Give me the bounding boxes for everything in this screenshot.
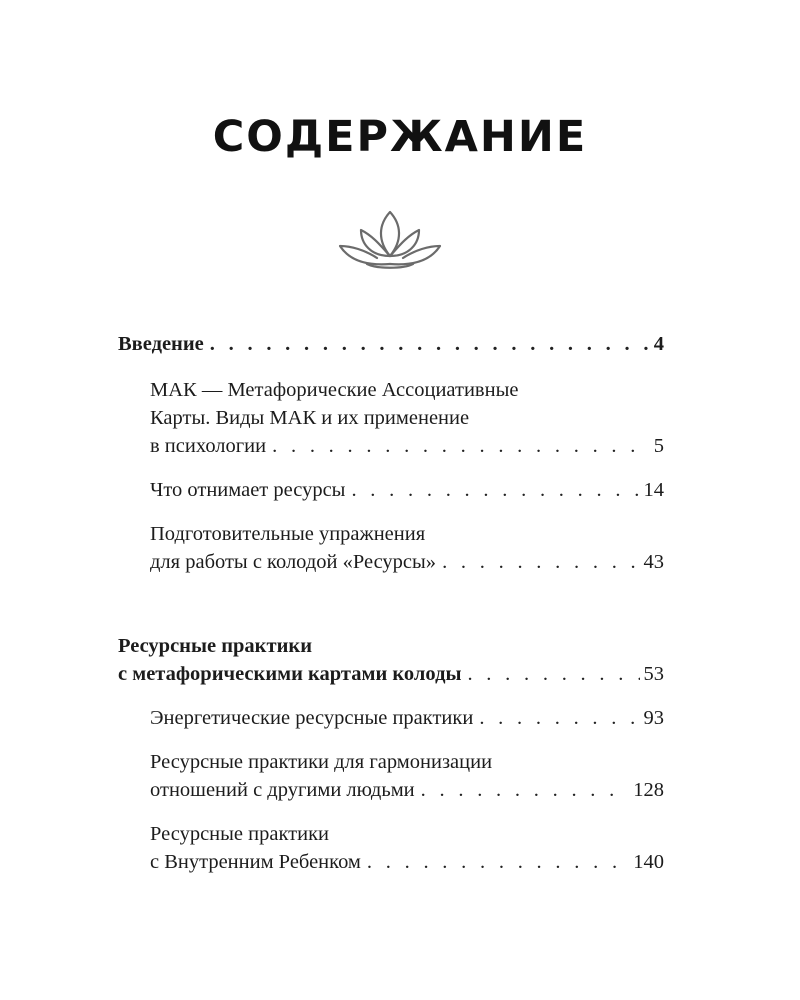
toc-page-number: 43 — [643, 551, 664, 573]
toc-page-number: 14 — [643, 479, 664, 501]
toc-entry-title-line: Ресурсные практики для гармонизации — [150, 751, 493, 773]
toc-entry-title: в психологии — [150, 435, 267, 457]
toc-entry-harmony[interactable] — [118, 748, 664, 804]
dot-leader — [351, 476, 639, 504]
toc-page-number: 140 — [633, 851, 664, 873]
toc-entry-title: с метафорическими картами колоды — [118, 663, 462, 685]
dot-leader — [467, 660, 639, 688]
toc-entry-title: Что отнимает ресурсы — [150, 479, 346, 501]
toc-page-number: 53 — [643, 663, 664, 685]
toc-entry-title-line: Подготовительные упражнения — [150, 523, 426, 545]
lotus-icon — [337, 206, 443, 272]
toc-entry-mak[interactable] — [118, 376, 664, 460]
toc-entry-practices[interactable] — [118, 632, 664, 688]
toc-entry-title-line: Ресурсные практики — [118, 635, 312, 657]
toc-entry-title: Энергетические ресурсные практики — [150, 707, 474, 729]
toc-entry-inner-child[interactable] — [118, 820, 664, 876]
toc-entry-energy[interactable] — [118, 704, 664, 732]
toc-entry-title-line: МАК — Метафорические Ассоциативные — [150, 379, 519, 401]
toc-entry-title: отношений с другими людьми — [150, 779, 415, 801]
toc-page-number: 4 — [653, 333, 664, 355]
dot-leader — [272, 432, 650, 460]
dot-leader — [210, 330, 650, 358]
dot-leader — [479, 704, 639, 732]
toc-entry-prep[interactable] — [118, 520, 664, 576]
dot-leader — [367, 848, 629, 876]
toc-entry-title-line: Ресурсные практики — [150, 823, 330, 845]
toc-page-number: 5 — [653, 435, 664, 457]
toc-entry-title-line: Карты. Виды МАК и их применение — [150, 407, 470, 429]
dot-leader — [442, 548, 639, 576]
toc-entry-title: с Внутренним Ребенком — [150, 851, 361, 873]
toc-entry-intro[interactable] — [118, 330, 664, 358]
toc-page-number: 128 — [633, 779, 664, 801]
dot-leader — [421, 776, 630, 804]
toc-entry-drains[interactable] — [118, 476, 664, 504]
toc-page-number: 93 — [643, 707, 664, 729]
toc-entry-title: для работы с колодой «Ресурсы» — [150, 551, 437, 573]
toc-entry-title: Введение — [118, 333, 204, 355]
table-of-contents — [118, 330, 664, 876]
page-title: СОДЕРЖАНИЕ — [212, 112, 588, 162]
